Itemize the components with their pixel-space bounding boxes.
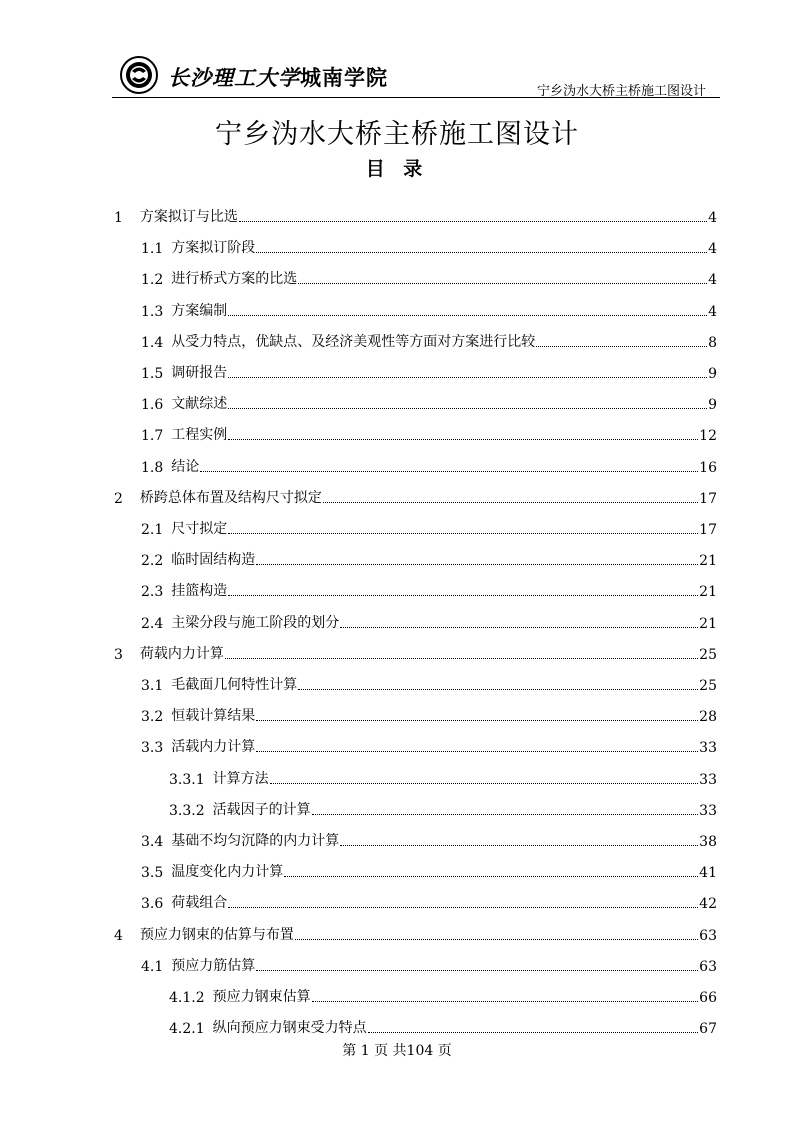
toc-dot-leader xyxy=(228,906,698,908)
toc-entry-label: 活载因子的计算 xyxy=(212,801,311,818)
toc-dot-leader xyxy=(256,969,698,971)
toc-dot-leader xyxy=(228,594,698,596)
toc-dot-leader xyxy=(256,719,698,721)
toc-dot-leader xyxy=(368,1031,699,1033)
toc-entry[interactable] xyxy=(141,574,717,600)
toc-dot-leader xyxy=(228,438,698,440)
toc-entry-page: 4 xyxy=(708,303,717,320)
toc-entry[interactable] xyxy=(114,200,717,226)
toc-dot-leader xyxy=(312,813,699,815)
school-name-cursive: 长沙理工大学 xyxy=(168,65,300,90)
toc-entry-label: 文献综述 xyxy=(171,396,228,413)
toc-entry[interactable] xyxy=(141,606,717,632)
toc-entry-number: 4 xyxy=(114,927,123,944)
toc-entry-page: 25 xyxy=(699,646,717,663)
toc-entry-number: 1.3 xyxy=(141,303,164,320)
toc-entry-number: 1 xyxy=(114,210,123,226)
toc-entry[interactable] xyxy=(169,1011,717,1037)
toc-entry[interactable] xyxy=(169,793,717,819)
toc-entry[interactable] xyxy=(141,855,717,881)
toc-entry-label: 进行桥式方案的比选 xyxy=(171,271,298,288)
toc-dot-leader xyxy=(536,345,707,347)
toc-entry-number: 3.5 xyxy=(141,865,164,882)
toc-entry-label: 毛截面几何特性计算 xyxy=(171,677,298,693)
toc-entry-number: 3.3.1 xyxy=(169,771,205,788)
header-divider xyxy=(112,97,720,98)
toc-entry-page: 41 xyxy=(699,865,717,882)
toc-entry-page: 66 xyxy=(699,990,717,1006)
toc-entry-number: 2.2 xyxy=(141,553,164,570)
toc-entry-number: 2.3 xyxy=(141,584,164,601)
toc-dot-leader xyxy=(323,501,698,503)
toc-entry-page: 4 xyxy=(708,272,717,289)
document-title: 宁乡沩水大桥主桥施工图设计 xyxy=(215,119,579,150)
toc-entry-page: 4 xyxy=(708,210,717,226)
toc-dot-leader xyxy=(284,875,698,877)
toc-entry-page: 9 xyxy=(708,366,717,382)
toc-entry-label: 方案拟订与比选 xyxy=(139,209,238,225)
toc-entry[interactable] xyxy=(141,730,717,756)
toc-entry-label: 从受力特点，优缺点、及经济美观性等方面对方案进行比较 xyxy=(171,333,536,350)
toc-entry-page: 4 xyxy=(708,241,717,258)
toc-entry-page: 28 xyxy=(699,709,717,726)
toc-entry[interactable] xyxy=(141,512,717,538)
toc-entry-label: 预应力筋估算 xyxy=(171,957,256,974)
toc-dot-leader xyxy=(256,251,707,253)
toc-entry[interactable] xyxy=(114,918,717,944)
toc-entry-page: 25 xyxy=(699,678,717,694)
toc-entry-label: 方案拟订阶段 xyxy=(171,240,256,257)
toc-dot-leader xyxy=(298,688,698,690)
toc-entry-label: 荷载内力计算 xyxy=(139,645,224,662)
page-header xyxy=(112,52,720,98)
toc-dot-leader xyxy=(225,657,698,659)
toc-entry[interactable] xyxy=(141,949,717,975)
toc-dot-leader xyxy=(270,782,699,784)
toc-entry-page: 38 xyxy=(699,834,717,850)
school-name-block: 城南学院 xyxy=(300,65,388,90)
toc-entry-page: 8 xyxy=(708,334,717,351)
toc-entry-number: 4.1.2 xyxy=(169,990,205,1006)
toc-dot-leader xyxy=(256,563,698,565)
running-title: 宁乡沩水大桥主桥施工图设计 xyxy=(536,84,706,99)
toc-entry[interactable] xyxy=(169,980,717,1006)
toc-entry-page: 63 xyxy=(699,927,717,944)
toc-entry-label: 结论 xyxy=(171,458,200,475)
toc-entry-number: 3.3.2 xyxy=(169,802,205,819)
toc-entry-number: 1.8 xyxy=(141,459,164,476)
toc-entry-number: 1.7 xyxy=(141,428,164,445)
toc-entry[interactable] xyxy=(141,450,717,476)
toc-entry[interactable] xyxy=(114,481,717,507)
toc-entry-page: 33 xyxy=(699,771,717,788)
toc-entry-number: 3 xyxy=(114,646,123,663)
toc-entry-label: 桥跨总体布置及结构尺寸拟定 xyxy=(139,489,322,506)
toc-entry-number: 3.6 xyxy=(141,896,164,913)
toc-entry[interactable] xyxy=(141,294,717,320)
toc-entry-number: 1.1 xyxy=(141,241,164,258)
toc-entry-number: 4.1 xyxy=(141,958,164,975)
toc-entry-number: 3.2 xyxy=(141,709,164,726)
school-name xyxy=(168,62,388,92)
toc-entry-label: 调研报告 xyxy=(171,365,228,381)
toc-entry-label: 温度变化内力计算 xyxy=(171,864,284,881)
toc-entry-number: 1.2 xyxy=(141,272,164,289)
toc-entry-label: 纵向预应力钢束受力特点 xyxy=(212,1020,367,1037)
toc-entry-label: 预应力钢束估算 xyxy=(212,989,311,1005)
toc-entry-page: 9 xyxy=(708,397,717,414)
toc-entry-page: 42 xyxy=(699,896,717,913)
toc-dot-leader xyxy=(239,220,707,222)
toc-entry-label: 临时固结构造 xyxy=(171,552,256,569)
toc-entry-number: 3.4 xyxy=(141,834,164,850)
toc-entry-page: 67 xyxy=(699,1021,717,1038)
toc-entry-number: 1.5 xyxy=(141,366,164,382)
toc-heading: 目 录 xyxy=(365,158,429,180)
toc-entry-page: 21 xyxy=(699,615,717,632)
toc-entry-label: 挂篮构造 xyxy=(171,583,228,600)
toc-dot-leader xyxy=(256,750,698,752)
toc-entry-label: 计算方法 xyxy=(212,770,269,787)
toc-entry-number: 2.4 xyxy=(141,615,164,632)
toc-entry[interactable] xyxy=(141,325,717,351)
toc-entry-number: 1.4 xyxy=(141,334,164,351)
toc-entry-number: 1.6 xyxy=(141,397,164,414)
toc-entry[interactable] xyxy=(141,886,717,912)
toc-entry[interactable] xyxy=(141,418,717,444)
toc-dot-leader xyxy=(228,407,707,409)
toc-entry-page: 12 xyxy=(699,428,717,445)
toc-entry-page: 16 xyxy=(699,459,717,476)
toc-entry[interactable] xyxy=(141,699,717,725)
page-footer: 第 1 页 共104 页 xyxy=(342,1043,452,1059)
toc-entry[interactable] xyxy=(114,637,717,663)
toc-entry-page: 33 xyxy=(699,740,717,757)
toc-entry-label: 尺寸拟定 xyxy=(171,521,228,537)
toc-entry-page: 17 xyxy=(699,522,717,538)
toc-entry-number: 3.1 xyxy=(141,678,164,694)
toc-entry[interactable] xyxy=(141,824,717,850)
university-seal-icon xyxy=(120,56,158,94)
toc-entry-page: 21 xyxy=(699,553,717,570)
toc-entry[interactable] xyxy=(141,387,717,413)
toc-entry-label: 活载内力计算 xyxy=(171,739,256,756)
toc-entry-page: 33 xyxy=(699,802,717,819)
toc-dot-leader xyxy=(228,532,698,534)
toc-dot-leader xyxy=(200,470,698,472)
toc-entry-label: 荷载组合 xyxy=(171,895,228,912)
toc-entry-label: 主梁分段与施工阶段的划分 xyxy=(171,614,340,631)
toc-dot-leader xyxy=(312,1000,699,1002)
toc-entry-label: 工程实例 xyxy=(171,427,228,444)
toc-entry-label: 基础不均匀沉降的内力计算 xyxy=(171,833,340,849)
toc-entry[interactable] xyxy=(141,262,717,288)
toc-dot-leader xyxy=(228,314,707,316)
toc-entry-number: 2 xyxy=(114,490,123,507)
toc-entry-page: 17 xyxy=(699,490,717,507)
toc-entry-number: 2.1 xyxy=(141,522,164,538)
toc-dot-leader xyxy=(228,376,707,378)
toc-entry-number: 4.2.1 xyxy=(169,1021,205,1038)
toc-entry-label: 恒载计算结果 xyxy=(171,708,256,725)
toc-entry[interactable] xyxy=(141,356,717,382)
toc-dot-leader xyxy=(340,844,698,846)
toc-entry-page: 63 xyxy=(699,958,717,975)
toc-entry-page: 21 xyxy=(699,584,717,601)
toc-dot-leader xyxy=(340,626,698,628)
toc-dot-leader xyxy=(295,938,698,940)
toc-entry[interactable] xyxy=(169,762,717,788)
toc-entry-label: 方案编制 xyxy=(171,302,228,319)
toc-entry-label: 预应力钢束的估算与布置 xyxy=(139,926,294,943)
toc-entry[interactable] xyxy=(141,231,717,257)
toc-entry[interactable] xyxy=(141,543,717,569)
toc-dot-leader xyxy=(298,282,707,284)
toc-entry[interactable] xyxy=(141,668,717,694)
toc-entry-number: 3.3 xyxy=(141,740,164,757)
